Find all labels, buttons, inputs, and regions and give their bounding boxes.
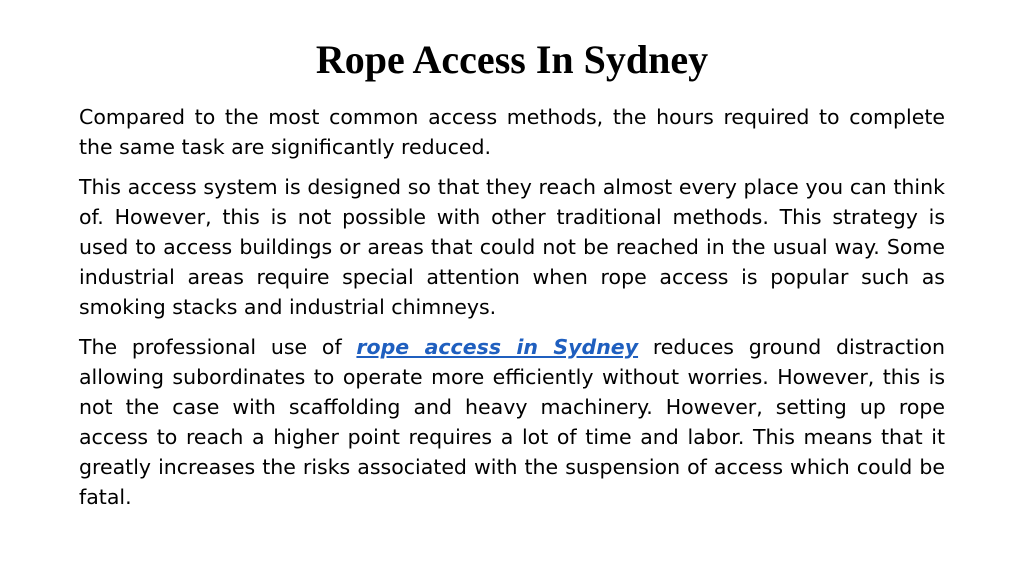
paragraph-3 [79,332,945,512]
rope-access-sydney-link[interactable]: rope access in Sydney [356,335,639,359]
paragraph-3-rest: reduces ground distraction allowing subordinates to operate more efficiently without worries. However, this is not the case with scaffolding and heavy machinery. However, setting up rope access to reach a higher point requires a lot of time and labor. This means that it greatly increases the risks associated with the suspension of access which could be fatal. [79,335,945,509]
paragraph-1: Compared to the most common access methods, the hours required to complete the same task are significantly reduced. [79,105,945,159]
paragraph-3-lead: The professional use of [79,335,357,359]
page-title: Rope Access In Sydney [315,37,709,82]
body-text [79,102,945,522]
paragraph-2: This access system is designed so that they reach almost every place you can think of. However, this is not possible with other traditional methods. This strategy is used to access buildings or areas that could not be reached in the usual way. Some industrial areas require special attention when rope access is popular such as smoking stacks and industrial chimneys. [79,175,945,319]
